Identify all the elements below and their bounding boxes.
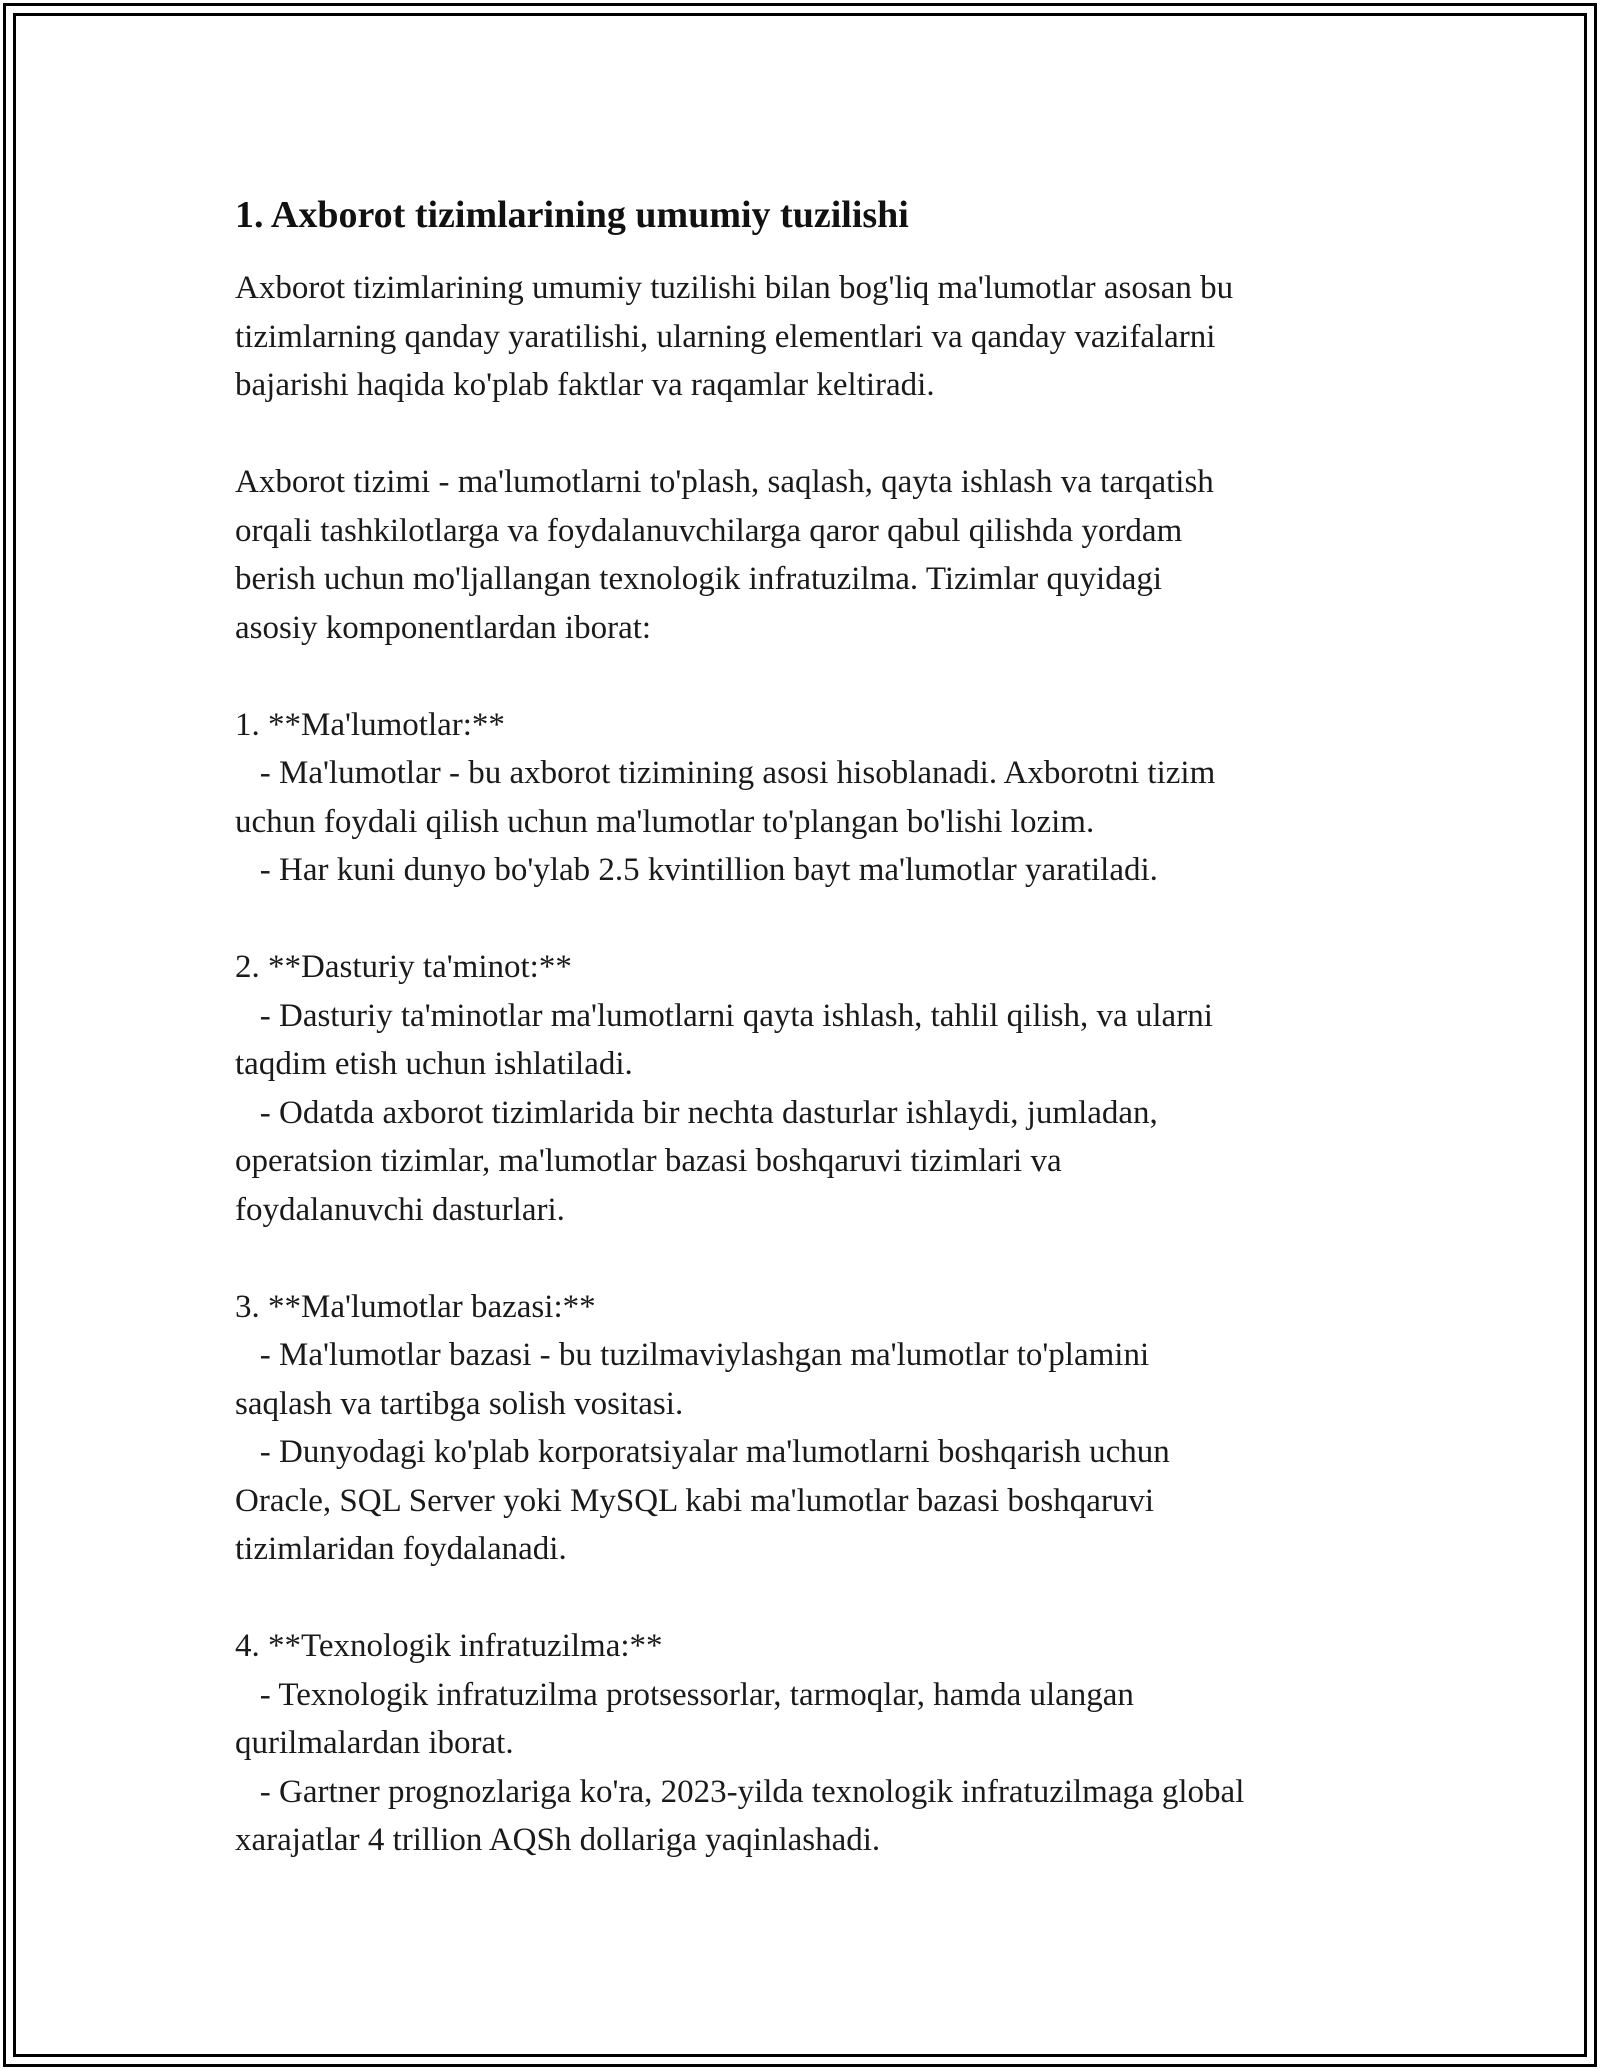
paragraph-gap — [235, 895, 1395, 944]
paragraph-gap — [235, 652, 1395, 701]
section-line: - Gartner prognozlariga ko'ra, 2023-yilda texnologik infratuzilmaga global — [235, 1773, 1245, 1810]
section-line: qurilmalardan iborat. — [235, 1725, 514, 1761]
section-heading: 4. **Texnologik infratuzilma:** — [235, 1628, 663, 1664]
section-line: - Ma'lumotlar bazasi - bu tuzilmaviylashgan ma'lumotlar to'plamini — [235, 1337, 1150, 1373]
section-line: - Dasturiy ta'minotlar ma'lumotlarni qayta ishlash, tahlil qilish, va ularni — [235, 997, 1213, 1034]
section-line: uchun foydali qilish uchun ma'lumotlar to'plangan bo'lishi lozim. — [235, 803, 1095, 840]
definition-line: asosiy komponentlardan iborat: — [235, 609, 652, 646]
section-heading: 3. **Ma'lumotlar bazasi:** — [235, 1288, 596, 1325]
section-malumotlar — [235, 701, 1395, 895]
definition-line: Axborot tizimi - ma'lumotlarni to'plash, saqlash, qayta ishlash va tarqatish — [235, 464, 1214, 500]
section-line: - Ma'lumotlar - bu axborot tizimining asosi hisoblanadi. Axborotni tizim — [235, 755, 1216, 791]
intro-paragraph — [235, 264, 1395, 410]
paragraph-gap — [235, 410, 1395, 459]
definition-paragraph — [235, 458, 1395, 652]
section-line: - Odatda axborot tizimlarida bir nechta dasturlar ishlaydi, jumladan, — [235, 1094, 1158, 1131]
section-line: - Texnologik infratuzilma protsessorlar, tarmoqlar, hamda ulangan — [235, 1676, 1134, 1713]
section-line: saqlash va tartibga solish vositasi. — [235, 1385, 684, 1422]
section-line: tizimlaridan foydalanadi. — [235, 1531, 567, 1567]
paragraph-gap — [235, 1574, 1395, 1623]
section-dasturiy-taminot — [235, 943, 1395, 1234]
section-heading: 1. **Ma'lumotlar:** — [235, 706, 505, 743]
intro-line: tizimlarning qanday yaratilishi, ularning elementlari va qanday vazifalarni — [235, 318, 1216, 355]
definition-line: orqali tashkilotlarga va foydalanuvchilarga qaror qabul qilishda yordam — [235, 512, 1183, 549]
document-body — [235, 186, 1395, 1865]
section-line: operatsion tizimlar, ma'lumotlar bazasi boshqaruvi tizimlari va — [235, 1143, 1062, 1179]
section-line: foydalanuvchi dasturlari. — [235, 1191, 565, 1228]
section-line: Oracle, SQL Server yoki MySQL kabi ma'lumotlar bazasi boshqaruvi — [235, 1482, 1155, 1519]
section-line: xarajatlar 4 trillion AQSh dollariga yaqinlashadi. — [235, 1822, 881, 1858]
page-title: 1. Axborot tizimlarining umumiy tuzilishi — [235, 194, 909, 236]
section-line: - Har kuni dunyo bo'ylab 2.5 kvintillion bayt ma'lumotlar yaratiladi. — [235, 852, 1158, 888]
section-texnologik-infratuzilma — [235, 1622, 1395, 1865]
intro-line: bajarishi haqida ko'plab faktlar va raqamlar keltiradi. — [235, 367, 935, 403]
paragraph-gap — [235, 1234, 1395, 1283]
section-line: - Dunyodagi ko'plab korporatsiyalar ma'lumotlarni boshqarish uchun — [235, 1434, 1170, 1470]
section-malumotlar-bazasi — [235, 1283, 1395, 1574]
section-line: taqdim etish uchun ishlatiladi. — [235, 1046, 633, 1082]
section-heading: 2. **Dasturiy ta'minot:** — [235, 949, 572, 985]
intro-line: Axborot tizimlarining umumiy tuzilishi bilan bog'liq ma'lumotlar asosan bu — [235, 270, 1234, 306]
definition-line: berish uchun mo'ljallangan texnologik infratuzilma. Tizimlar quyidagi — [235, 561, 1163, 597]
